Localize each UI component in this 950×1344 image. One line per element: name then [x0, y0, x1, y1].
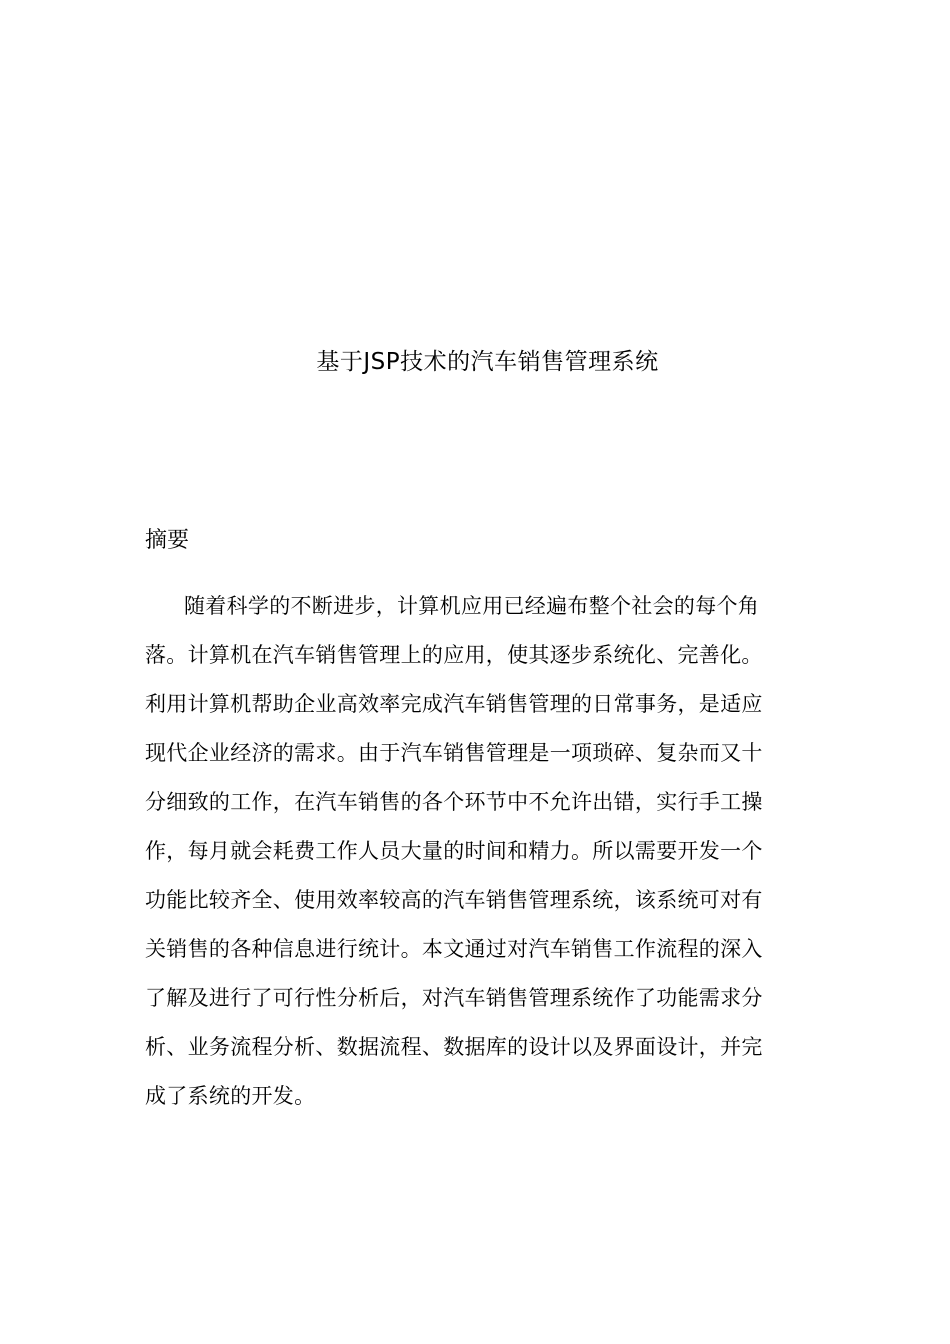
abstract-line: 作，每月就会耗费工作人员大量的时间和精力。所以需要开发一个 — [145, 839, 763, 863]
abstract-line: 利用计算机帮助企业高效率完成汽车销售管理的日常事务，是适应 — [145, 692, 763, 716]
abstract-line: 现代企业经济的需求。由于汽车销售管理是一项琐碎、复杂而又十 — [145, 741, 763, 765]
abstract-line: 功能比较齐全、使用效率较高的汽车销售管理系统，该系统可对有 — [145, 888, 763, 912]
abstract-heading: 摘要 — [145, 528, 190, 553]
abstract-line: 分细致的工作，在汽车销售的各个环节中不允许出错，实行手工操 — [145, 790, 763, 814]
abstract-line: 关销售的各种信息进行统计。本文通过对汽车销售工作流程的深入 — [145, 937, 763, 961]
abstract-paragraph — [145, 588, 810, 1127]
abstract-line: 析、业务流程分析、数据流程、数据库的设计以及界面设计，并完 — [145, 1035, 763, 1059]
abstract-line: 了解及进行了可行性分析后，对汽车销售管理系统作了功能需求分 — [145, 986, 763, 1010]
abstract-line: 成了系统的开发。 — [145, 1084, 316, 1108]
document-title: 基于JSP技术的汽车销售管理系统 — [316, 349, 659, 375]
abstract-line: 落。计算机在汽车销售管理上的应用，使其逐步系统化、完善化。 — [145, 643, 763, 667]
abstract-line: 随着科学的不断进步，计算机应用已经遍布整个社会的每个角 — [184, 594, 760, 618]
